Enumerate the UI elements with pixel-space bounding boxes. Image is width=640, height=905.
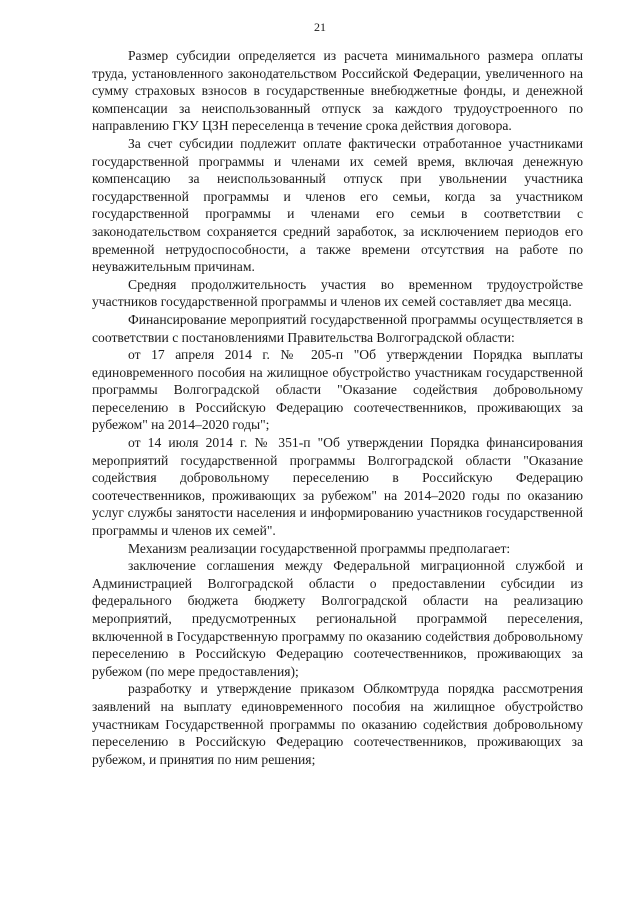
paragraph-procedure: разработку и утверждение приказом Облкомтруда порядка рассмотрения заявлений на выплату единовременного пособия на жилищное обустройство участникам Государственной программы по оказанию содействия добровольному переселению в Российскую Федерацию соотечественников, проживающих за рубежом, и принятия по ним решения; <box>92 681 583 767</box>
page-number: 21 <box>314 20 326 34</box>
paragraph-resolution-205: от 17 апреля 2014 г. № 205-п "Об утверждении Порядка выплаты единовременного пособия на жилищное обустройство участникам государственной программы Волгоградской области "Оказание содействия добровольному переселению в Российскую Федерацию соотечественников, проживающих за рубежом" на 2014–2020 годы"; <box>92 347 583 433</box>
paragraph-resolution-351: от 14 июля 2014 г. № 351-п "Об утверждении Порядка финансирования мероприятий государственной программы Волгоградской области "Оказание содействия добровольному переселению в Российскую Федерацию соотечественников, проживающих за рубежом" на 2014–2020 годы по оказанию услуг службы занятости населения и информированию участников государственной программы и членов их семей". <box>92 435 583 539</box>
paragraph-mechanism: Механизм реализации государственной программы предполагает: <box>128 540 511 556</box>
document-body <box>92 47 583 768</box>
paragraph-financing: Финансирование мероприятий государственной программы осуществляется в соответствии с постановлениями Правительства Волгоградской области: <box>92 311 583 345</box>
paragraph-subsidy-size: Размер субсидии определяется из расчета минимального размера оплаты труда, установленного законодательством Российской Федерации, увеличенного на сумму страховых взносов в государственные внебюджетные фонды, и денежной компенсации за неиспользованный отпуск за каждого трудоустроенного по направлению ГКУ ЦЗН переселенца в течение срока действия договора. <box>92 48 583 134</box>
paragraph-agreement: заключение соглашения между Федеральной миграционной службой и Администрацией Волгоградской области о предоставлении субсидии из федерального бюджета бюджету Волгоградской области на реализацию мероприятий, предусмотренных региональной программой переселения, включенной в Государственную программу по оказанию содействия добровольному переселению в Российскую Федерацию соотечественников, проживающих за рубежом (по мере предоставления); <box>92 558 583 679</box>
paragraph-subsidy-payment: За счет субсидии подлежит оплате фактически отработанное участниками государственной программы и членами их семей время, включая денежную компенсацию за неиспользованный отпуск при увольнении участника государственной программы и членов его семьи, когда за участником государственной программы и членами его семьи в соответствии с законодательством сохраняется средний заработок, за исключением периодов его временной нетрудоспособности, а также времени отсутствия на работе по неуважительным причинам. <box>92 135 583 275</box>
paragraph-duration: Средняя продолжительность участия во временном трудоустройстве участников государственной программы и членов их семей составляет два месяца. <box>92 276 583 310</box>
